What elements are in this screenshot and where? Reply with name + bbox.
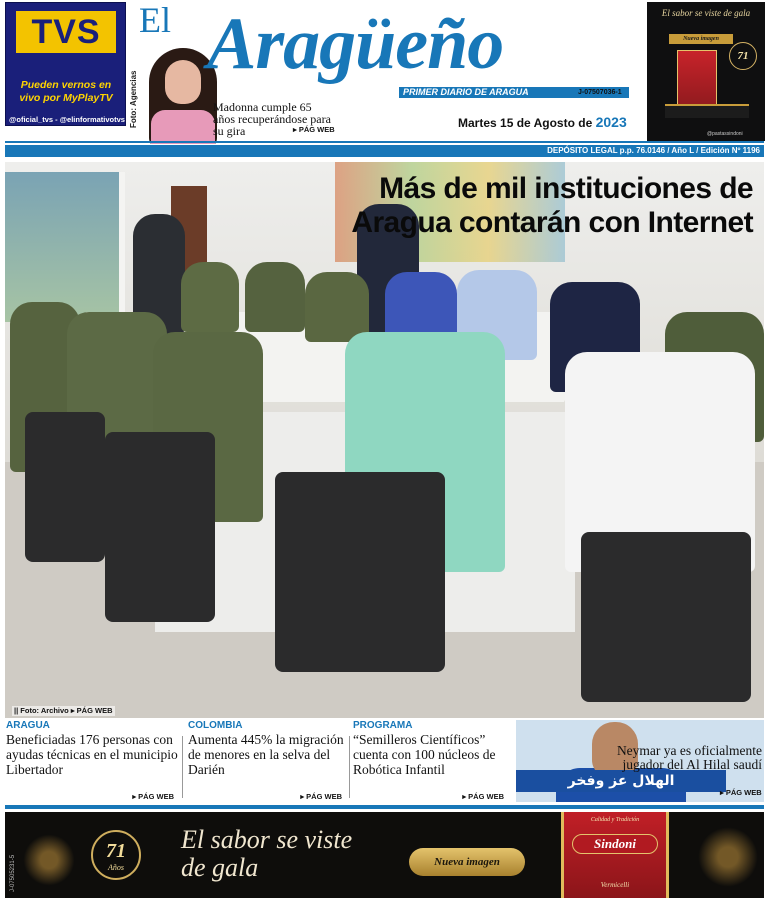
photo-shape-face bbox=[165, 60, 201, 104]
tvs-social-handles: @oficial_tvs - @elinformativotvs bbox=[9, 115, 125, 124]
ad-pedestal bbox=[665, 104, 749, 118]
person-soldier-1 bbox=[181, 262, 239, 332]
date-text: Martes 15 de Agosto de bbox=[458, 116, 593, 130]
anniversary-number: 71 bbox=[106, 840, 126, 862]
main-photo-credit[interactable]: || Foto: Archivo ▸ PÁG WEB bbox=[14, 706, 113, 715]
photo-chair-1 bbox=[25, 412, 105, 562]
neymar-teaser-text[interactable]: Neymar ya es oficialmente jugador del Al Hilal saudí bbox=[616, 743, 762, 772]
news-web-link[interactable]: ▸ PÁG WEB bbox=[300, 792, 342, 801]
ad-new-image-badge: Nueva imagen bbox=[409, 848, 525, 876]
main-story-photo[interactable] bbox=[5, 162, 764, 718]
person-soldier-3 bbox=[305, 272, 369, 342]
strip-divider bbox=[182, 736, 183, 798]
al-hilal-scarf: الهلال عز وفخر bbox=[516, 770, 726, 792]
photo-window bbox=[5, 172, 125, 322]
ad-slogan: El sabor se viste de gala bbox=[181, 825, 353, 882]
pack-tagline: Calidad y Tradición bbox=[590, 817, 640, 823]
wheat-icon bbox=[19, 830, 79, 890]
person-soldier-2 bbox=[245, 262, 305, 332]
product-name: Vermicelli bbox=[600, 881, 630, 889]
logo-tagline: PRIMER DIARIO DE ARAGUA bbox=[403, 87, 529, 97]
madonna-web-link[interactable]: ▸ PÁG WEB bbox=[293, 125, 335, 134]
pasta-package bbox=[677, 50, 717, 110]
ad-rif: J-07505231-5 bbox=[10, 854, 16, 892]
news-category: ARAGUA bbox=[6, 720, 50, 731]
news-text: Beneficiadas 176 personas con ayudas técnicas en el municipio Libertador bbox=[6, 732, 178, 777]
pasta-package bbox=[561, 812, 669, 898]
footer-rule bbox=[5, 805, 764, 809]
main-headline[interactable]: Más de mil instituciones de Aragua contarán con Internet bbox=[351, 172, 753, 239]
ad-handle: @pastassindoni bbox=[707, 131, 743, 137]
strip-divider bbox=[349, 736, 350, 798]
news-web-link[interactable]: ▸ PÁG WEB bbox=[132, 792, 174, 801]
photo-chair-2 bbox=[105, 432, 215, 622]
news-text: Aumenta 445% la migración de menores en la selva del Darién bbox=[188, 732, 344, 777]
news-item-programa[interactable] bbox=[353, 720, 508, 804]
brand-logo: Sindoni bbox=[572, 834, 658, 854]
rif-number: J-07507036-1 bbox=[578, 89, 622, 96]
news-text: “Semilleros Científicos” cuenta con 100 núcleos de Robótica Infantil bbox=[353, 732, 496, 777]
edition-date bbox=[458, 114, 627, 131]
photo-chair-3 bbox=[275, 472, 445, 672]
news-item-colombia[interactable] bbox=[188, 720, 346, 804]
anniversary-word: Años bbox=[108, 863, 124, 872]
anniversary-seal bbox=[91, 830, 141, 880]
pasta-ad-top[interactable] bbox=[647, 2, 765, 141]
news-category: PROGRAMA bbox=[353, 720, 413, 731]
news-web-link[interactable]: ▸ PÁG WEB bbox=[462, 792, 504, 801]
tvs-slogan: Pueden vernos en vivo por MyPlayTV bbox=[19, 79, 113, 104]
ad-slogan: El sabor se viste de gala bbox=[661, 8, 751, 18]
date-year: 2023 bbox=[595, 114, 627, 130]
tvs-ad[interactable] bbox=[5, 2, 126, 126]
ad-ribbon: Nueva imagen bbox=[669, 34, 733, 44]
madonna-teaser-text[interactable]: Madonna cumple 65 años recuperándose para su gira bbox=[213, 100, 331, 138]
deposit-bar bbox=[5, 145, 764, 157]
header-rule bbox=[5, 141, 764, 143]
wheat-icon bbox=[693, 822, 763, 892]
news-item-aragua[interactable] bbox=[6, 720, 178, 804]
madonna-photo-credit: Foto: Agencias bbox=[129, 70, 138, 128]
logo-prefix: El bbox=[139, 0, 171, 40]
tvs-logo: TVS bbox=[16, 11, 116, 53]
neymar-web-link[interactable]: ▸ PÁG WEB bbox=[720, 788, 762, 797]
anniversary-badge: 71 bbox=[729, 42, 757, 70]
news-category: COLOMBIA bbox=[188, 720, 243, 731]
photo-shape-outfit bbox=[151, 110, 215, 144]
deposit-info: DEPÓSITO LEGAL p.p. 76.0146 / Año L / Edición Nº 1196 bbox=[547, 146, 760, 155]
photo-chair-4 bbox=[581, 532, 751, 702]
newspaper-logo[interactable]: Aragüeño bbox=[207, 3, 504, 85]
pasta-ad-bottom[interactable] bbox=[5, 812, 764, 898]
